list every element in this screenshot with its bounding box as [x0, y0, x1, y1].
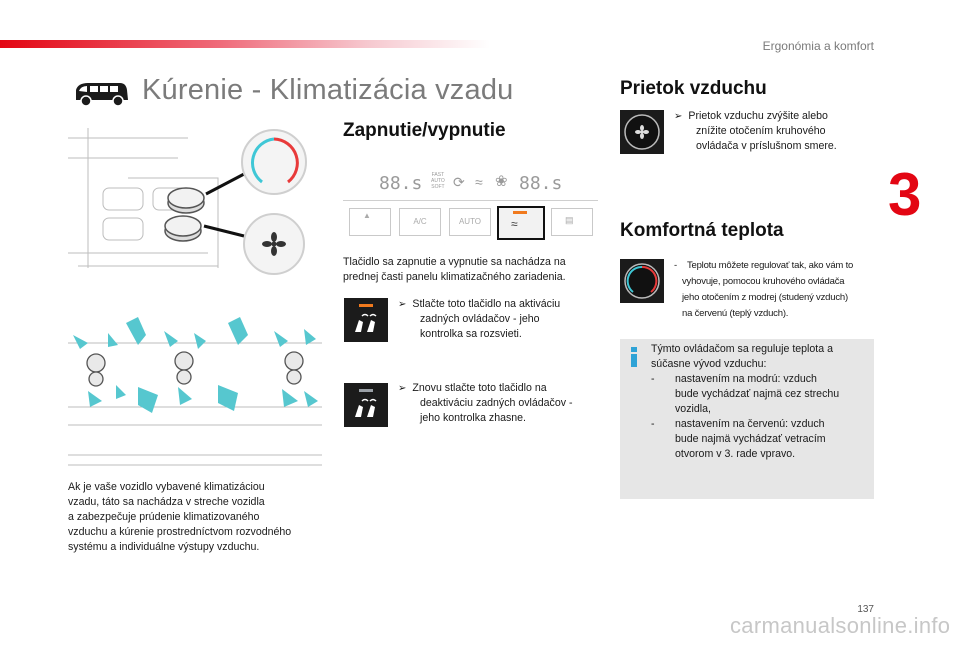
info-intro-line: Týmto ovládačom sa reguluje teplota a	[651, 343, 833, 355]
comfort-line: jeho otočením z modrej (studený vzduch)	[682, 292, 848, 303]
panel-display-right: 88.s	[519, 173, 563, 194]
step-on-text	[398, 297, 608, 342]
rear-seat-airflow-icon	[352, 397, 380, 421]
info-item-line: otvorom v 3. rade vpravo.	[675, 448, 796, 460]
fan-knob-icon	[620, 110, 664, 154]
rear-controls-illustration	[68, 118, 322, 276]
info-dash: -	[651, 418, 655, 430]
panel-fast-label: FAST	[431, 172, 445, 178]
step-on-line: zadných ovládačov - jeho	[420, 313, 540, 325]
intro-line: vzadu, táto sa nachádza v streche vozidla	[68, 496, 265, 508]
temperature-knob-icon	[620, 259, 664, 303]
rear-seat-airflow-icon	[352, 312, 380, 336]
intro-line: systému a individuálne výstupy vzduchu.	[68, 541, 260, 553]
airflow-line: Prietok vzduchu zvýšite alebo	[688, 110, 828, 122]
comfort-line: na červenú (teplý vzduch).	[682, 308, 789, 319]
onoff-description-line: Tlačidlo sa zapnutie a vypnutie sa nachádza na	[343, 256, 566, 268]
watermark[interactable]: carmanualsonline.info	[730, 613, 951, 638]
rear-seat-airflow-icon: ≈	[511, 217, 518, 231]
arrow-bullet-icon: ➢	[398, 383, 407, 394]
section-label: Ergonómia a komfort	[762, 39, 874, 53]
onoff-description	[343, 255, 605, 285]
roof-air-distribution-illustration	[68, 315, 322, 471]
rear-ac-on-icon	[344, 298, 388, 342]
panel-soft-label: SOFT	[431, 184, 445, 190]
temperature-dial-icon	[620, 259, 664, 303]
chapter-number: 3	[888, 161, 922, 228]
ac-panel-illustration	[343, 166, 598, 244]
step-off-line: Znovu stlačte toto tlačidlo na	[412, 382, 547, 394]
info-item-line: nastavením na modrú: vzduch	[675, 373, 817, 385]
comfort-text	[674, 258, 874, 322]
step-on-line: Stlačte toto tlačidlo na aktiváciu	[412, 298, 561, 310]
rear-ac-off-icon	[344, 383, 388, 427]
step-off-line: jeho kontrolka zhasne.	[420, 412, 527, 424]
airflow-line: znížite otočením kruhového	[696, 125, 826, 137]
rear-defrost-icon: ▤	[565, 215, 574, 225]
rear-defrost-button[interactable]	[551, 208, 593, 236]
info-intro-line: súčasne vývod vzduchu:	[651, 358, 767, 370]
airflow-line: ovládača v príslušnom smere.	[696, 140, 837, 152]
intro-line: vzduchu a kúrenie prostredníctvom rozvodného	[68, 526, 292, 538]
info-text	[651, 342, 873, 462]
arrow-bullet-icon: ➢	[674, 111, 683, 122]
defrost-icon: ▲	[363, 211, 371, 220]
step-off-line: deaktiváciu zadných ovládačov -	[420, 397, 573, 409]
info-item-line: vozidla,	[675, 403, 711, 415]
van-icon	[72, 80, 130, 108]
led-on-indicator	[359, 304, 373, 307]
info-item-line: nastavením na červenú: vzduch	[675, 418, 825, 430]
onoff-heading: Zapnutie/vypnutie	[343, 120, 506, 141]
airflow-heading: Prietok vzduchu	[620, 78, 767, 99]
auto-button[interactable]: AUTO	[449, 208, 491, 236]
defrost-button[interactable]	[349, 208, 391, 236]
comfort-heading: Komfortná teplota	[620, 220, 784, 241]
step-on-line: kontrolka sa rozsvieti.	[420, 328, 522, 340]
led-off-indicator	[359, 389, 373, 392]
comfort-line: Teplotu môžete regulovať tak, ako vám to	[686, 260, 854, 271]
intro-line: a zabezpečuje prúdenie klimatizovaného	[68, 511, 260, 523]
dash: -	[674, 260, 677, 271]
info-dash: -	[651, 373, 655, 385]
fan-icon: ❀	[495, 173, 508, 190]
info-item-line: bude najmä vychádzať vetracím	[675, 433, 826, 445]
airflow-mode-icon: ≈	[475, 174, 483, 190]
airflow-text	[674, 109, 874, 154]
info-icon	[628, 347, 640, 367]
panel-auto-label: AUTO	[431, 178, 445, 184]
step-off-text	[398, 381, 608, 426]
intro-text	[68, 480, 328, 555]
panel-display-left: 88.s	[379, 173, 423, 194]
rear-ac-button[interactable]	[497, 206, 545, 240]
airflow-knob-icon	[620, 110, 664, 154]
arrow-bullet-icon: ➢	[398, 299, 407, 310]
page-title: Kúrenie - Klimatizácia vzadu	[142, 74, 514, 106]
rear-ac-led	[513, 211, 527, 214]
header-accent-bar	[0, 40, 490, 48]
ac-button[interactable]: A/C	[399, 208, 441, 236]
comfort-line: vyhovuje, pomocou kruhového ovládača	[682, 276, 845, 287]
info-item-line: bude vychádzať najmä cez strechu	[675, 388, 840, 400]
page-number: 137	[857, 604, 874, 615]
intro-line: Ak je vaše vozidlo vybavené klimatizáciou	[68, 481, 265, 493]
recirculation-icon: ⟳	[453, 174, 465, 190]
onoff-description-line: prednej časti panelu klimatizačného zariadenia.	[343, 271, 566, 283]
